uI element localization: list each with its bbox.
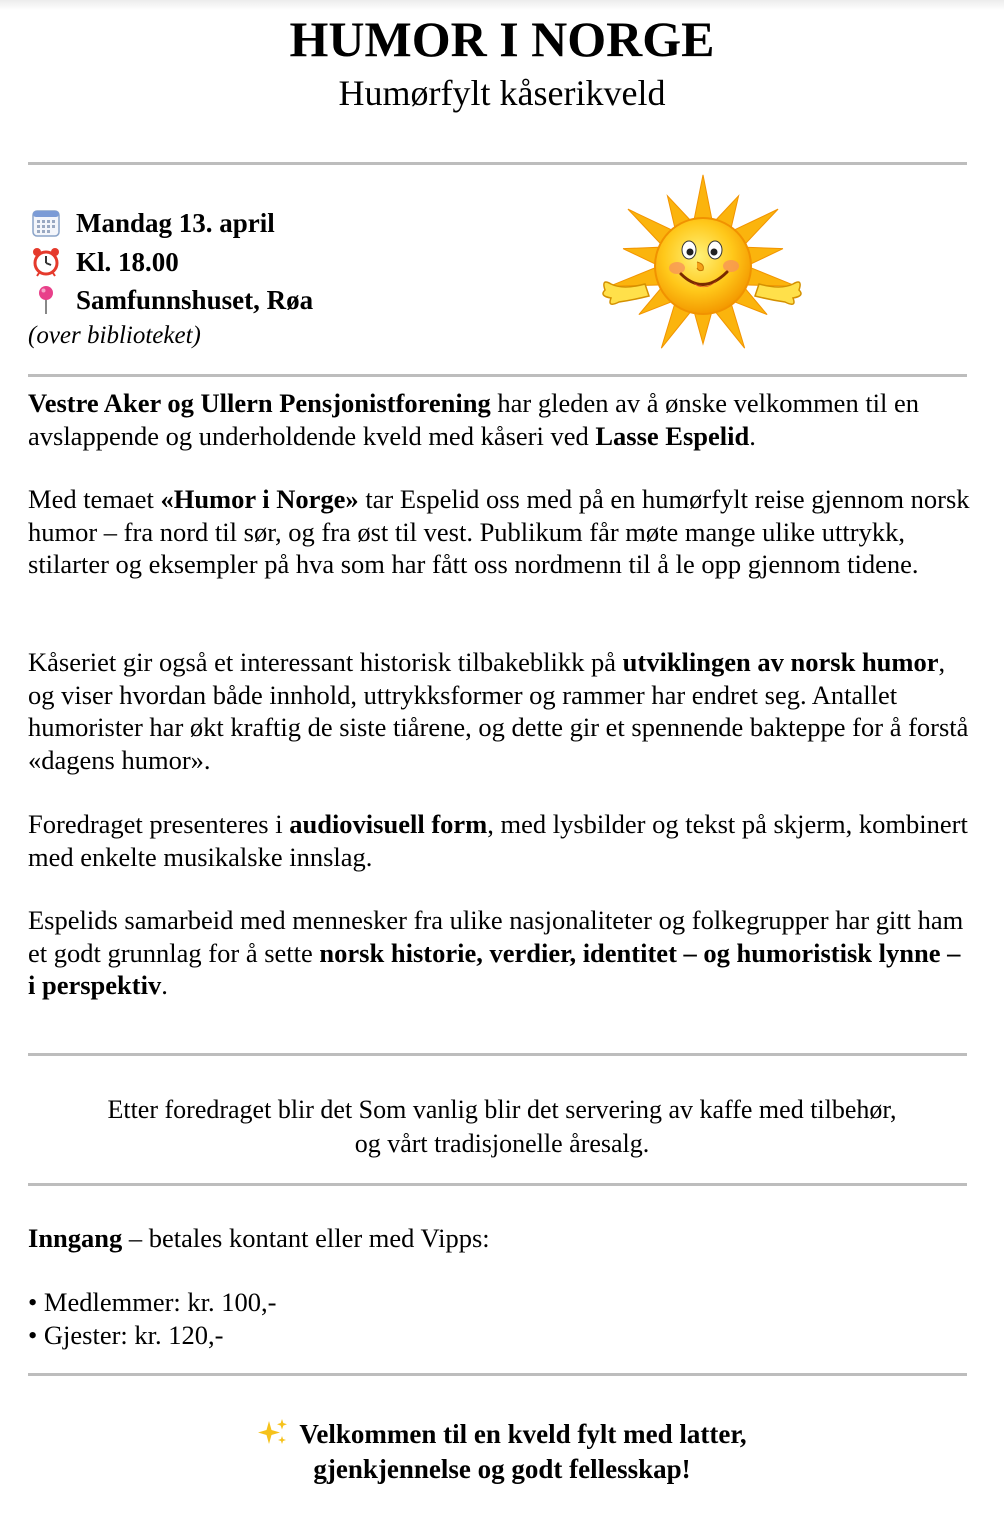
event-date xyxy=(30,206,275,240)
alarm-clock-icon xyxy=(30,247,64,277)
theme-paragraph: Med temaet «Humor i Norge» tar Espelid oss med på en humørfylt reise gjennom norsk humor – fra nord til sør, og fra øst til vest. Publikum får møte mange ulike uttrykk, stilarter og eksempler på hva som har fått oss nordmenn til å le opp gjennom tidene. xyxy=(28,484,970,579)
entry-label: Inngang xyxy=(28,1223,123,1253)
divider xyxy=(28,162,967,165)
event-time-text: Kl. 18.00 xyxy=(76,247,179,277)
speaker-name: Lasse Espelid xyxy=(595,420,750,451)
pushpin-icon xyxy=(30,285,64,315)
sparkles-icon xyxy=(257,1417,289,1456)
event-time xyxy=(30,245,179,279)
price-guests: • Gjester: kr. 120,- xyxy=(28,1320,224,1350)
intro-paragraph: Vestre Aker og Ullern Pensjonistforening har gleden av å ønske velkommen til en avslappende og underholdende kveld med kåseri ved Lasse Espelid. xyxy=(28,388,920,451)
divider xyxy=(28,1053,967,1056)
price-members: • Medlemmer: kr. 100,- xyxy=(28,1287,277,1317)
background-paragraph: Espelids samarbeid med mennesker fra ulike nasjonaliteter og folkegrupper har gitt ham et godt grunnlag for å sette norsk historie, verdier, identitet – og humoristisk lynne – i perspektiv. xyxy=(28,905,964,1000)
event-place xyxy=(30,283,313,317)
organizer-name: Vestre Aker og Ullern Pensjonistforening xyxy=(28,388,491,418)
page-title: HUMOR I NORGE xyxy=(289,11,715,67)
entry-info: Inngang – betales kontant eller med Vipps: xyxy=(28,1223,490,1253)
event-date-text: Mandag 13. april xyxy=(76,208,275,238)
sun-ray xyxy=(693,175,712,223)
event-place-text: Samfunnshuset, Røa xyxy=(76,285,314,315)
divider xyxy=(28,1183,967,1186)
divider xyxy=(28,1373,967,1376)
top-shadow xyxy=(0,0,1004,10)
page-subtitle: Humørfylt kåserikveld xyxy=(338,73,666,113)
calendar-icon xyxy=(30,208,64,238)
format-paragraph: Foredraget presenteres i audiovisuell form, med lysbilder og tekst på skjerm, kombinert med enkelte musikalske innslag. xyxy=(28,809,968,872)
after-talk-line1: Etter foredraget blir det Som vanlig blir det servering av kaffe med tilbehør, xyxy=(107,1095,897,1124)
divider xyxy=(28,374,967,377)
smiling-sun-illustration xyxy=(593,166,811,360)
history-paragraph: Kåseriet gir også et interessant historisk tilbakeblikk på utviklingen av norsk humor, og viser hvordan både innhold, uttrykksformer og rammer har endret seg. Antallet humorister har økt kraftig de siste tiårene, og dette gir et spennende bakteppe for å forstå «dagens humor». xyxy=(28,647,969,775)
closing-line1: Velkommen til en kveld fylt med latter, xyxy=(0,1417,1004,1456)
after-talk-line2: og vårt tradisjonelle åresalg. xyxy=(354,1129,650,1158)
event-place-note: (over biblioteket) xyxy=(28,322,201,349)
closing-line2: gjenkjennelse og godt fellesskap! xyxy=(313,1454,691,1484)
